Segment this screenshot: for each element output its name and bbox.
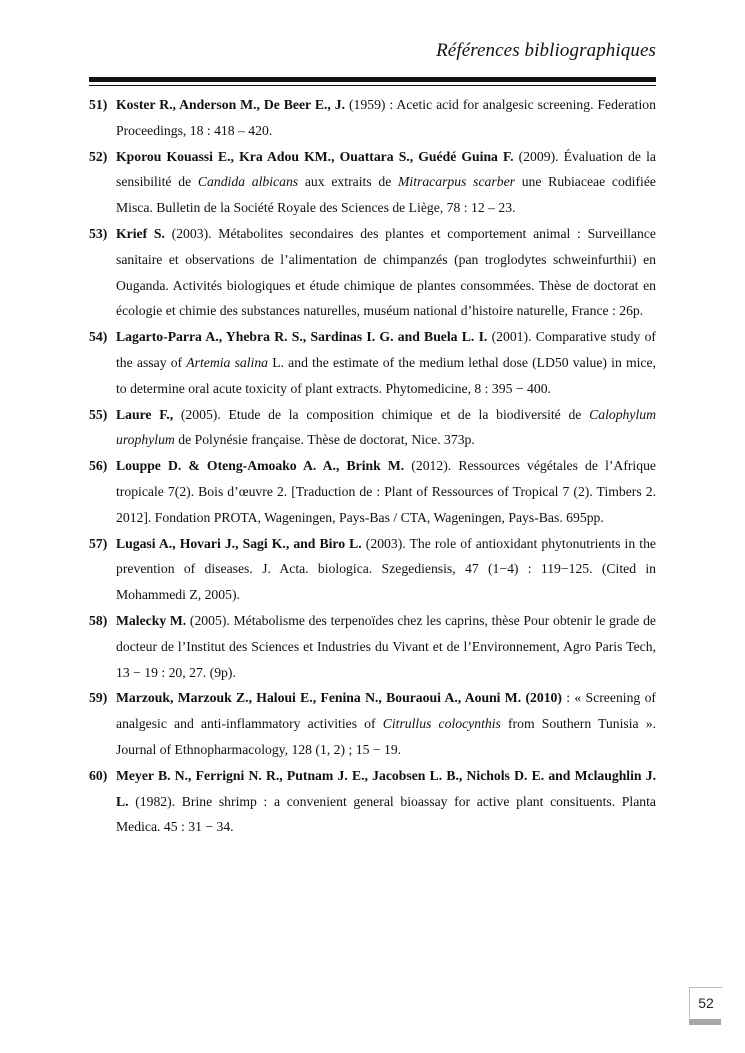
- reference-number: 52): [89, 148, 108, 164]
- reference-text: (2005). Etude de la composition chimique et de la biodiversité de: [173, 406, 590, 422]
- reference-text: (2005). Métabolisme des terpenoïdes chez les caprins, thèse Pour obtenir le grade de docteur de l’Institut des Sciences et Industries du Vivant et de l’Environnement, Agro Paris Tech, 13 − 19 : 20, 27. (9p).: [116, 612, 656, 680]
- reference-entry: [89, 221, 656, 324]
- reference-text: de Polynésie française. Thèse de doctorat, Nice. 373p.: [174, 432, 475, 448]
- reference-authors: Krief S.: [116, 225, 165, 241]
- reference-text: (2003). Métabolites secondaires des plantes et comportement animal : Surveillance sanitaire et observations de l’alimentation de chimpanzés (pan troglodytes schweinfurthii) en Ouganda. Activités biologiques et étude chimique de plantes consommées. Thèse de doctorat en écologie et chimie des substances naturelles, muséum national d’histoire naturelle, France : 26p.: [116, 225, 656, 319]
- reference-authors: Meyer B. N., Ferrigni N. R., Putnam J. E., Jacobsen L. B., Nichols D. E. and Mclaughlin J. L.: [116, 767, 656, 809]
- reference-authors: Lugasi A., Hovari J., Sagi K., and Biro L.: [116, 535, 362, 551]
- reference-text: L. and the estimate of the medium lethal dose (LD50 value) in mice, to determine oral acute toxicity of plant extracts. Phytomedicine, 8 : 395 − 400.: [116, 354, 656, 396]
- reference-species-name: Calophylum urophylum: [116, 406, 657, 448]
- header-rule-thin: [89, 85, 656, 86]
- reference-text: (2012). Ressources végétales de l’Afrique tropicale 7(2). Bois d’œuvre 2. [Traduction de : Plant of Ressources of Tropical 7 (2). Timbers 2. 2012]. Fondation PROTA, Wageningen, Pays-Bas / CTA, Wageningen, Pays-Bas. 695pp.: [116, 458, 656, 525]
- reference-number: 56): [89, 458, 108, 474]
- reference-authors: Laure F.,: [116, 406, 174, 422]
- reference-entry: [89, 92, 656, 144]
- reference-text: (1982). Brine shrimp : a convenient general bioassay for active plant consituents. Planta Medica. 45 : 31 − 34.: [116, 793, 656, 835]
- reference-number: 60): [89, 767, 108, 783]
- reference-entry: [89, 453, 656, 530]
- reference-authors: Malecky M.: [116, 612, 187, 628]
- reference-text: from Southern Tunisia ». Journal of Ethnopharmacology, 128 (1, 2) ; 15 − 19.: [116, 716, 657, 757]
- reference-authors: Koster R., Anderson M., De Beer E., J.: [116, 97, 346, 112]
- reference-number: 51): [89, 97, 108, 112]
- reference-text: (2003). The role of antioxidant phytonutrients in the prevention of diseases. J. Acta. biologica. Szegediensis, 47 (1−4) : 119−125. (Cited in Mohammedi Z, 2005).: [116, 535, 656, 603]
- header-title: Références bibliographiques: [436, 40, 656, 61]
- reference-entry: [89, 685, 656, 762]
- reference-text: une Rubiaceae codifiée Misca. Bulletin de la Société Royale des Sciences de Liège, 78 : 12 – 23.: [116, 174, 656, 216]
- reference-text: (2009). Évaluation de la sensibilité de: [116, 148, 656, 190]
- reference-number: 53): [89, 225, 108, 241]
- reference-entry: [89, 608, 656, 685]
- header-rule-thick: [89, 77, 656, 82]
- reference-entry: [89, 531, 656, 608]
- page-number-bar: [689, 1019, 721, 1025]
- reference-number: 58): [89, 612, 108, 628]
- reference-entry: [89, 763, 656, 840]
- reference-number: 54): [89, 329, 108, 345]
- reference-number: 55): [89, 406, 108, 422]
- reference-entry: [89, 144, 656, 221]
- reference-species-name: Artemia salina: [186, 354, 269, 370]
- reference-species-name: Mitracarpus scarber: [398, 174, 515, 190]
- reference-text: : « Screening of analgesic and anti-inflammatory activities of: [116, 690, 656, 732]
- reference-text: aux extraits de: [298, 174, 398, 190]
- reference-number: 57): [89, 535, 108, 551]
- reference-authors: Kporou Kouassi E., Kra Adou KM., Ouattara S., Guédé Guina F.: [116, 148, 514, 164]
- reference-authors: Louppe D. & Oteng-Amoako A. A., Brink M.: [116, 458, 405, 474]
- reference-entry: [89, 402, 656, 454]
- reference-authors: Lagarto-Parra A., Yhebra R. S., Sardinas I. G. and Buela L. I.: [116, 329, 488, 345]
- reference-text: (2001). Comparative study of the assay of: [116, 329, 656, 370]
- reference-text: (1959) : Acetic acid for analgesic screening. Federation Proceedings, 18 : 418 – 420.: [116, 97, 656, 138]
- reference-species-name: Candida albicans: [197, 174, 299, 190]
- reference-number: 59): [89, 690, 108, 706]
- page-number: 52: [689, 987, 722, 1018]
- reference-list: [89, 92, 656, 840]
- reference-entry: [89, 324, 656, 401]
- reference-authors: Marzouk, Marzouk Z., Haloui E., Fenina N., Bouraoui A., Aouni M. (2010): [116, 690, 562, 706]
- reference-species-name: Citrullus colocynthis: [382, 716, 501, 732]
